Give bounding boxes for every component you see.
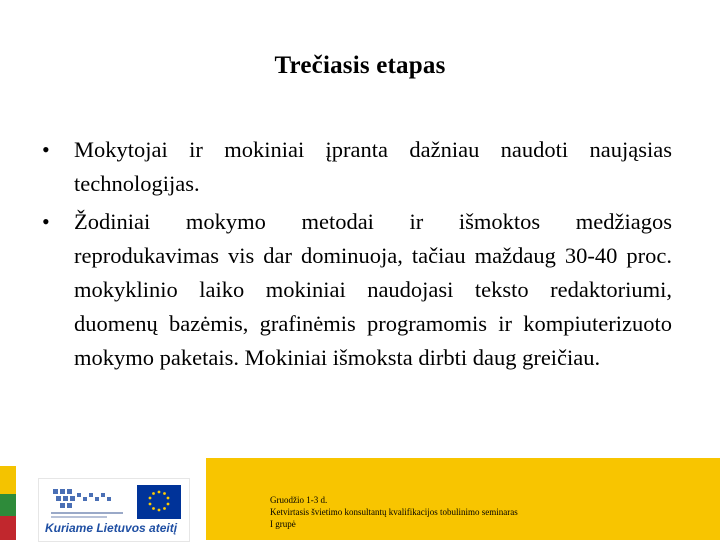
footer-seminar: Ketvirtasis švietimo konsultantų kvalifikacijos tobulinimo seminaras [270, 507, 518, 517]
footer-info-text [270, 494, 518, 530]
slide-title: Trečiasis etapas [274, 52, 446, 79]
bullet-item [40, 205, 672, 375]
bullet-list [40, 133, 672, 379]
footer-date: Gruodžio 1-3 d. [270, 495, 328, 505]
ministry-logo-icon [47, 485, 127, 519]
eu-flag-icon [137, 485, 181, 519]
footer-group: I grupė [270, 519, 296, 529]
flag-stripe-red [0, 516, 16, 540]
bullet-item [40, 133, 672, 201]
flag-stripe-green [0, 494, 16, 516]
flag-stripe-yellow [0, 466, 16, 494]
funding-logos [38, 478, 190, 542]
bullet-marker: • [42, 137, 50, 162]
bullet-text: Žodiniai mokymo metodai ir išmoktos medžiagos reprodukavimas vis dar dominuoja, tačiau maždaug 30-40 proc. mokyklinio laiko mokiniai naudojasi teksto redaktoriumi, duomenų bazėmis, grafinėmis programomis ir kompiuterizuoto mokymo paketais. Mokiniai išmoksta dirbti daug greičiau. [74, 209, 672, 370]
logo-caption: Kuriame Lietuvos ateitį [45, 521, 178, 535]
bullet-text: Mokytojai ir mokiniai įpranta dažniau naudoti naująsias technologijas. [74, 137, 672, 196]
bullet-marker: • [42, 209, 50, 234]
footer-info-band [206, 458, 720, 540]
slide-footer [0, 458, 720, 540]
